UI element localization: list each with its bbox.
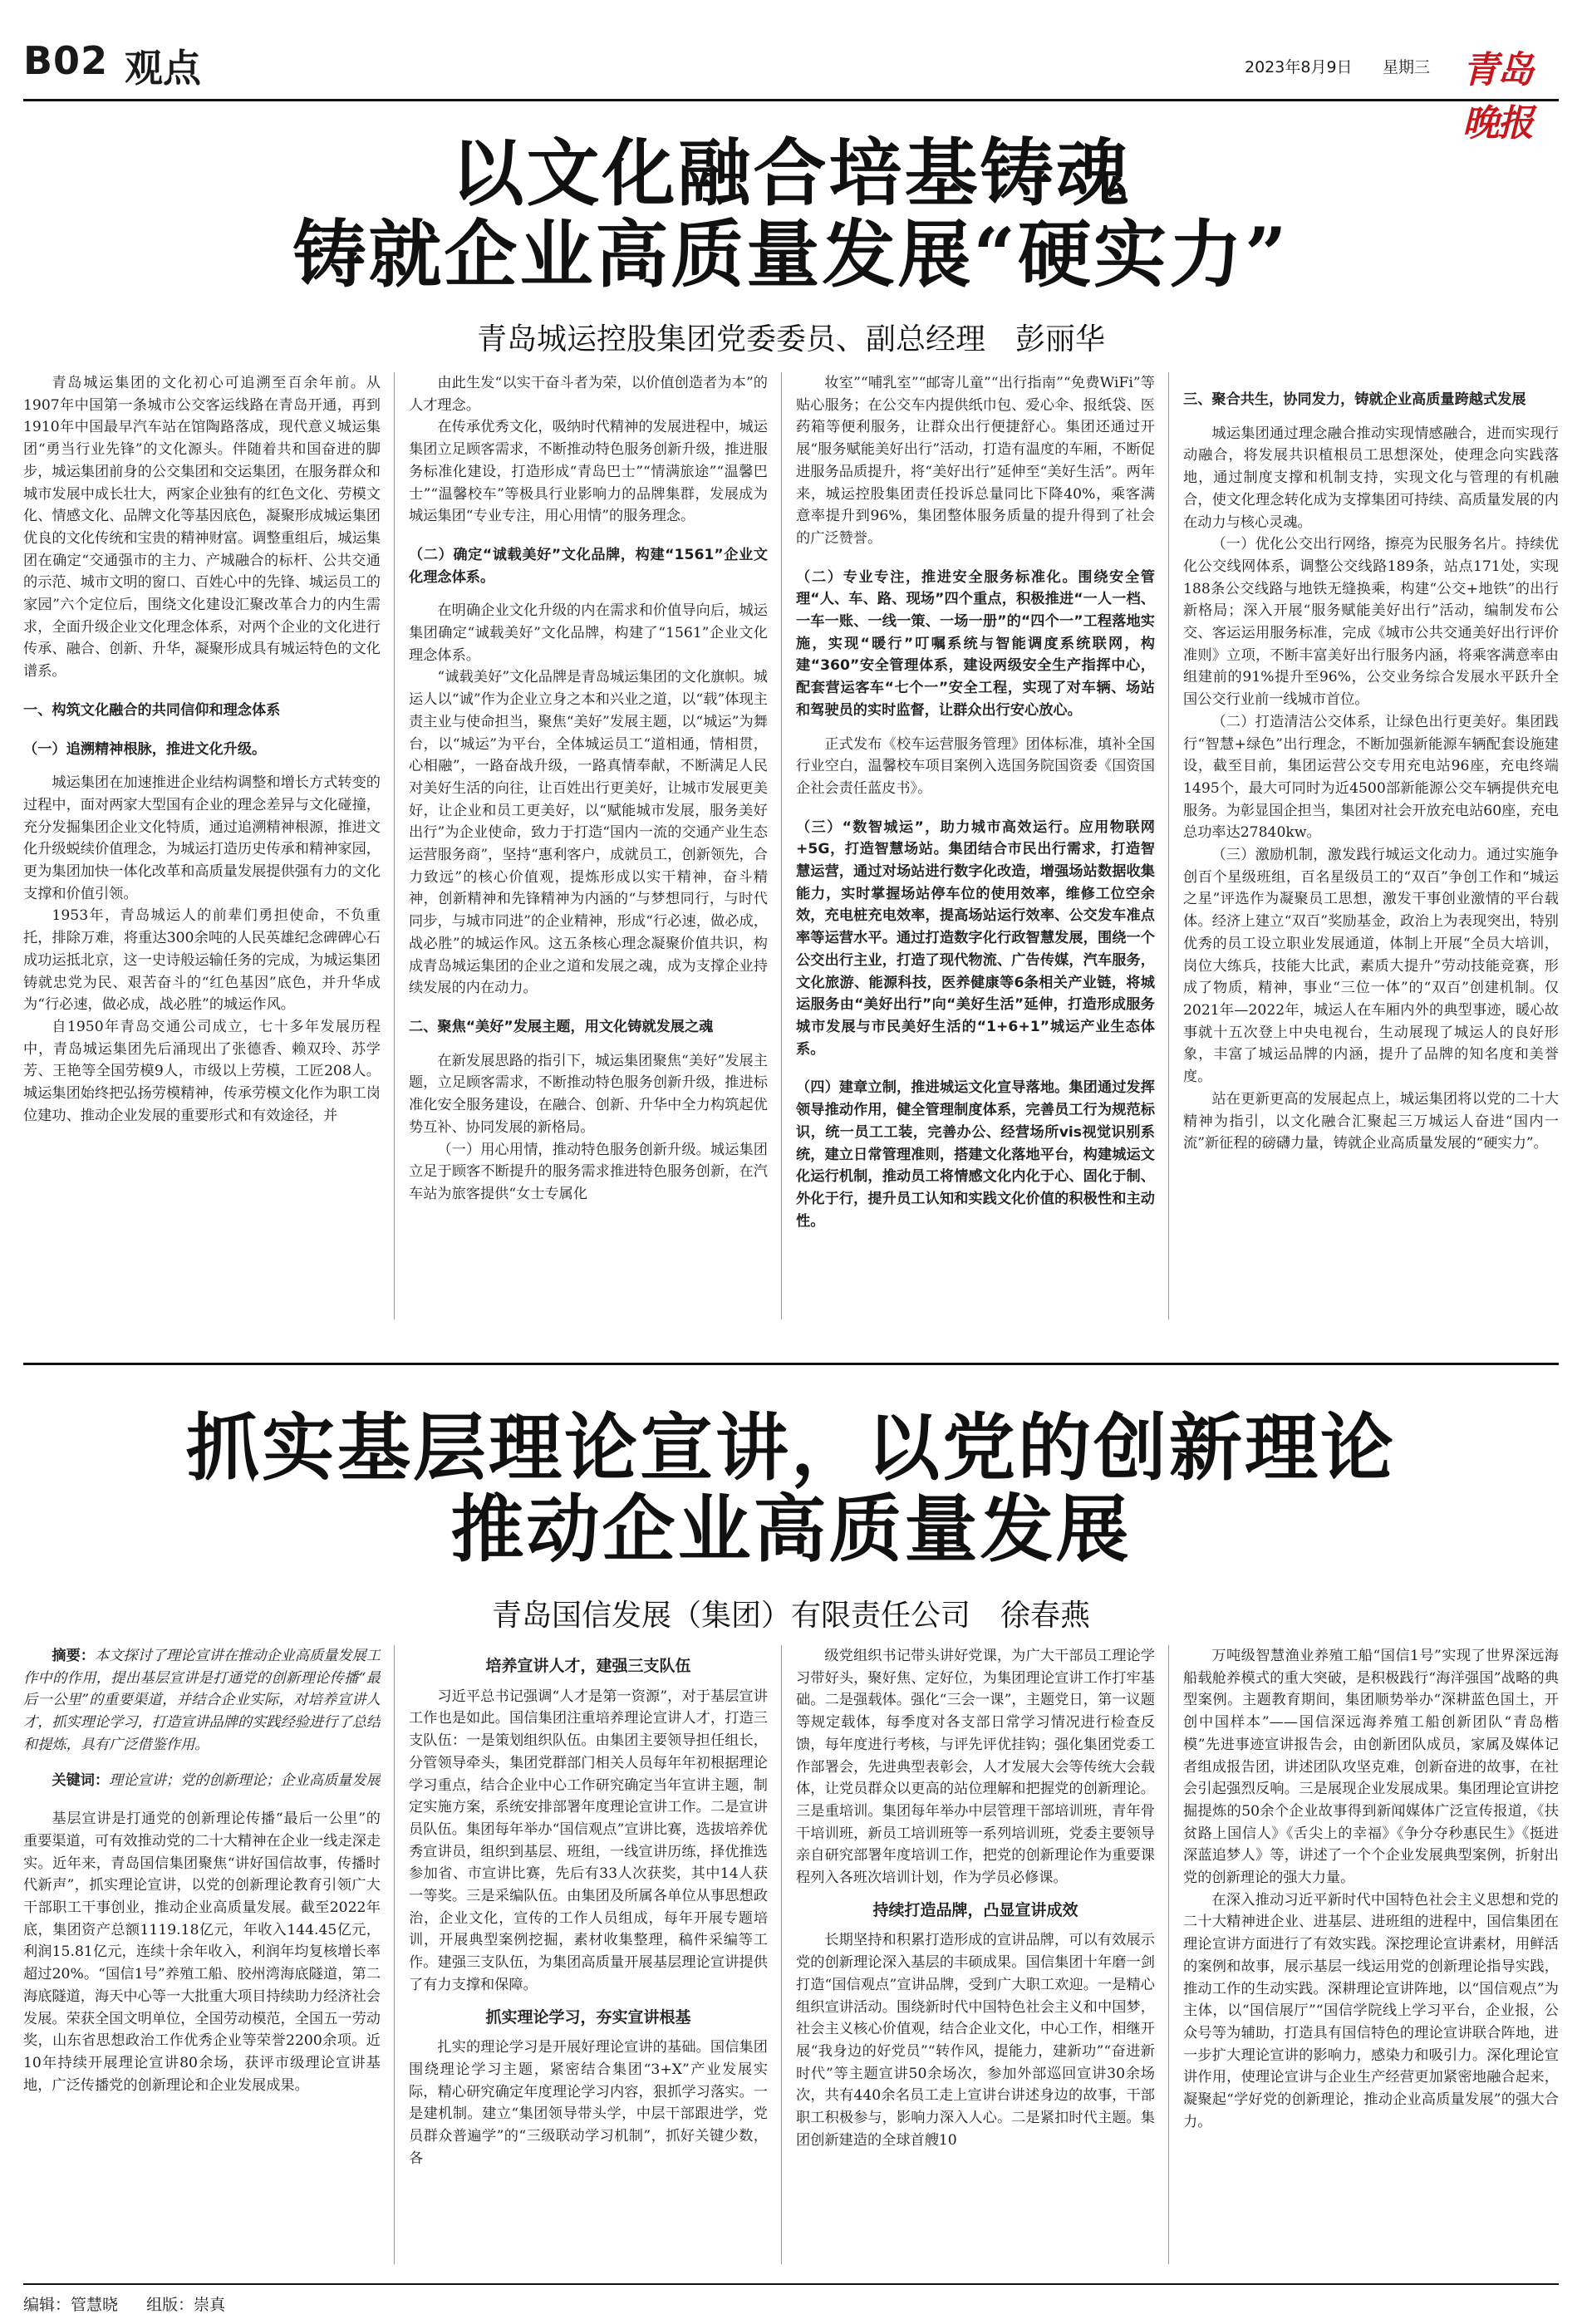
article1-column-3 (796, 372, 1155, 1328)
page-footer (23, 2283, 1559, 2315)
body-paragraph: 由此生发“以实干奋斗者为荣，以价值创造者为本”的人才理念。 (409, 375, 768, 414)
body-paragraph: 长期坚持和积累打造形成的宣讲品牌，可以有效展示党的创新理论深入基层的丰硕成果。国信集团十年磨一剑打造“国信观点”宣讲品牌，受到广大职工欢迎。一是精心组织宣讲活动。围绕新时代中国特色社会主义和中国梦，社会主义核心价值观，结合企业文化，中心工作，相继开展“我身边的好党员”“转作风，提能力，建新功”“奋进新时代”等主题宣讲50余场次，参加外部巡回宣讲30余场次，共有440余名员工走上宣讲台讲述身边的故事，干部职工积极参与，影响力深入人心。二是紧扣时代主题。集团创新建造的全球首艘10 (796, 1932, 1155, 2149)
column-divider (394, 372, 395, 1319)
body-paragraph: 正式发布《校车运营服务管理》团体标准，填补全国行业空白，温馨校车项目案例入选国务院国资委《国资国企社会责任蓝皮书》。 (796, 735, 1155, 797)
article2-column-2 (409, 1645, 768, 2272)
article2-column-4 (1183, 1645, 1559, 2272)
article2-title-line2: 推动企业高质量发展 (450, 1486, 1132, 1572)
subsection-heading: 持续打造品牌，凸显宣讲成效 (872, 1900, 1078, 1919)
column-divider (1168, 1645, 1169, 2264)
body-paragraph: 级党组织书记带头讲好党课，为广大干部员工理论学习带好头，聚好焦、定好位，为集团理论宣讲工作打牢基础。二是强载体。强化“三会一课”，主题党日，第一议题等规定载体，每季度对各支部日常学习情况进行检查反馈，每年度进行考核，与评先评优挂钩；强化集团党委工作部署会，先进典型表彰会，人才发展大会等传统大会载体，让党员群众以更高的站位理解和把握党的创新理论。三是重培训。集团每年举办中层管理干部培训班，青年骨干培训班，新员工培训班等一系列培训班，党委主要领导亲自研究部署年度培训工作，把党的创新理论作为重要课程列入各班次培训计划，作为学员必修课。 (796, 1648, 1155, 1887)
column-divider (781, 1645, 782, 2264)
body-paragraph: 城运集团通过理念融合推动实现情感融合，进而实现行动融合，将发展共识植根员工思想深处，使理念向实践落地，通过制度支撑和机制支持，实现文化与管理的有机融合，使文化理念转化成为支撑集团可持续、高质量发展的内在动力与核心灵魂。 (1183, 425, 1559, 531)
article2-column-1-body (23, 1808, 381, 2096)
page-number: B02 (23, 38, 109, 83)
body-paragraph: 基层宣讲是打通党的创新理论传播“最后一公里”的重要渠道，可有效推动党的二十大精神在企业一线走深走实。近年来，青岛国信集团聚焦“讲好国信故事，传播时代新声”，抓实理论宣讲，以党的创新理论教育引领广大干部职工干事创业，推动企业高质量发展。截至2022年底，集团资产总额1119.18亿元，年收入144.45亿元，利润15.81亿元，连续十余年收入，利润年均复核增长率超过20%。“国信1号”养殖工船、胶州湾海底隧道，第二海底隧道，海天中心等一大批重大项目持续助力经济社会发展。荣获全国文明单位，全国劳动模范，全国五一劳动奖，山东省思想政治工作优秀企业等荣誉2200余项。近10年持续开展理论宣讲80余场，获评市级理论宣讲基地，广泛传播党的创新理论和企业发展成果。 (23, 1811, 381, 2094)
body-paragraph: 在明确企业文化升级的内在需求和价值导向后，城运集团确定“诚载美好”文化品牌，构建了“1561”企业文化理念体系。 (409, 602, 768, 664)
body-paragraph: 妆室”“哺乳室”“邮寄儿童”“出行指南”“免费WiFi”等贴心服务；在公交车内提供纸巾包、爱心伞、报纸袋、医药箱等便利服务，让群众出行便捷舒心。集团还通过开展“服务赋能美好出行”活动，打造有温度的车厢，不断促进服务品质提升，将“美好出行”延伸至“美好生活”。两年来，城运控股集团责任投诉总量同比下降40%，乘客满意率提升到96%，集团整体服务质量的提升得到了社会的广泛赞誉。 (796, 375, 1155, 547)
newspaper-logo: 青岛晚报 (1462, 49, 1532, 145)
body-paragraph: （三）激励机制，激发践行城运文化动力。通过实施争创百个星级班组，百名星级员工的“双百”争创工作和“城运之星”评选作为凝聚员工思想，激发干事创业激情的平台载体。经济上建立“双百”奖励基金，政治上为表现突出，特别优秀的员工设立职业发展通道，体制上开展“全员大培训，岗位大练兵，技能大比武，素质大提升”劳动技能竞赛，形成了物质，精神，事业“三位一体”的“双百”创建机制。仅2021年—2022年，城运人在车厢内外的典型事迹，暖心故事就十五次登上中央电视台，生动展现了城运人的良好形象，丰富了城运品牌的内涵，提升了品牌的知名度和美誉度。 (1183, 847, 1559, 1086)
article2-keywords (23, 1770, 381, 1792)
article1-column-4 (1183, 372, 1559, 1328)
body-paragraph: （一）用心用情，推动特色服务创新升级。城运集团立足于顾客不断提升的服务需求推进特色服务创新，在汽车站为旅客提供“女士专属化 (409, 1141, 768, 1202)
body-paragraph: 万吨级智慧渔业养殖工船“国信1号”实现了世界深远海船载舱养模式的重大突破，是积极践行“海洋强国”战略的典型案例。主题教育期间，集团顺势举办“深耕蓝色国土，开创中国样本”——国信深远海养殖工船创新团队“青岛楷模”先进事迹宣讲报告会，由创新团队成员，家属及媒体记者组成报告团，讲述团队攻坚克难，创新奋进的故事，在社会引起强烈反响。三是展现企业发展成果。集团理论宣讲挖掘提炼的50余个企业故事得到新闻媒体广泛宣传报道，《扶贫路上国信人》《舌尖上的幸福》《争分夺秒惠民生》《挺进深蓝追梦人》等，讲述了一个个企业发展典型案例，折射出党的创新理论的强大力量。 (1183, 1648, 1559, 1887)
body-paragraph: 站在更新更高的发展起点上，城运集团将以党的二十大精神为指引，以文化融合汇聚起三万城运人奋进“国内一流”新征程的磅礴力量，铸就企业高质量发展的“硬实力”。 (1183, 1090, 1559, 1152)
editor-credit: 编辑：管慧晓 (23, 2296, 119, 2314)
section-heading: （四）建章立制，推进城运文化宣导落地。集团通过发挥领导推动作用，健全管理制度体系，完善员工行为规范标识，统一员工工装，完善办公、经营场所vis视觉识别系统，建立日常管理准则，搭建文化落地平台，构建城运文化运行机制，推动员工将情感文化内化于心、固化于制、外化于行，提升员工认知和实践文化价值的积极性和主动性。 (796, 1079, 1155, 1230)
designer-credit: 组版：崇真 (146, 2296, 226, 2314)
body-paragraph: 在新发展思路的指引下，城运集团聚焦“美好”发展主题，立足顾客需求，不断推动特色服务创新升级，推进标准化安全服务建设，在融合、创新、升华中全力构筑起优势互补、协同发展的新格局。 (409, 1052, 768, 1136)
keywords-text: 理论宣讲；党的创新理论；企业高质量发展 (109, 1771, 381, 1789)
subsection-heading: 培养宣讲人才，建强三支队伍 (485, 1657, 691, 1675)
section-heading: （二）专业专注，推进安全服务标准化。围绕安全管理“人、车、路、现场”四个重点，积极推进“一人一档、一车一账、一线一策、一场一册”的“四个一”工程落地实施，实现“暖行”叮嘱系统与智能调度系统联网，构建“360”安全管理体系，建设两级安全生产指挥中心，配套营运客车“七个一”安全工程，实现了对车辆、场站和驾驶员的实时监督，让群众出行安心放心。 (796, 568, 1155, 719)
article1-column-1 (23, 372, 381, 1328)
section-heading: 一、构筑文化融合的共同信仰和理念体系 (23, 701, 281, 719)
article1-title-line1: 以文化融合培基铸魂 (450, 130, 1132, 216)
column-divider (394, 1645, 395, 2264)
column-divider (781, 372, 782, 1319)
page-header (23, 32, 1559, 145)
section-heading: 三、聚合共生，协同发力，铸就企业高质量跨越式发展 (1183, 391, 1526, 408)
article2-column-3 (796, 1645, 1155, 2272)
section-heading: （一）追溯精神根脉，推进文化升级。 (23, 740, 267, 758)
body-paragraph: 在深入推动习近平新时代中国特色社会主义思想和党的二十大精神进企业、进基层、进班组的进程中，国信集团在理论宣讲方面进行了有效实践。深挖理论宣讲素材，用鲜活的案例和故事，展示基层一线运用党的创新理论指导实践，推动工作的生动实践。深耕理论宣讲阵地，以“国信观点”为主体，以“国信展厅”“国信学院线上学习平台，企业报，公众号等为辅助，打造具有国信特色的理论宣讲联合阵地，进一步扩大理论宣讲的影响力，感染力和吸引力。深化理论宣讲作用，使理论宣讲与企业生产经营更加紧密地融合起来，凝聚起“学好党的创新理论，推动企业高质量发展”的强大合力。 (1183, 1891, 1559, 2130)
section-name: 观点 (125, 46, 201, 91)
article1-title-line2: 铸就企业高质量发展“硬实力” (292, 211, 1290, 297)
body-paragraph: （一）优化公交出行网络，擦亮为民服务名片。持续优化公交线网体系，调整公交线路189条，站点171处，实现188条公交线路与地铁无缝换乘，构建“公交+地铁”的出行新格局；深入开展“服务赋能美好出行”活动，编制发布公交、客运运用服务标准，完成《城市公共交通美好出行评价准则》立项，不断丰富美好出行服务内涵，将乘客满意率由组建前的91%提升至96%，公交业务综合发展水平跃升全国公交行业前一线城市首位。 (1183, 536, 1559, 709)
article2-byline: 青岛国信发展（集团）有限责任公司 徐春燕 (491, 1599, 1090, 1633)
article2-abstract (23, 1645, 381, 1757)
section-heading: 二、聚焦“美好”发展主题，用文化铸就发展之魂 (409, 1018, 714, 1035)
body-paragraph: “诚载美好”文化品牌是青岛城运集团的文化旗帜。城运人以“诚”作为企业立身之本和兴业之道，以“载”体现主责主业与使命担当，聚焦“美好”发展主题，以“城运”为舞台，以“城运”为平台，全体城运员工“道相通，情相贯，心相融”，一路奋战升级，一路真情奉献，不断满足人民对美好生活的向往，让百姓出行更美好，让城市发展更美好，让企业和员工更美好，以“赋能城市发展，服务美好出行”为企业使命，致力于打造“国内一流的交通产业生态运营服务商”，坚持“惠利客户，成就员工，创新领先，合力致远”的核心价值观，提炼形成以实干精神，奋斗精神，创新精神和先锋精神为内涵的“与梦想同行，与时代同步，与城市同进”的企业精神，形成“行必速，做必成，战必胜”的城运作风。这五条核心理念凝聚价值共识，构成青岛城运集团的企业之道和发展之魂，成为支撑企业持续发展的内在动力。 (409, 669, 768, 997)
abstract-text: 本文探讨了理论宣讲在推动企业高质量发展工作中的作用，提出基层宣讲是打通党的创新理论传播“最后一公里”的重要渠道，并结合企业实际，对培养宣讲人才，抓实理论学习，打造宣讲品牌的实践经验进行了总结和提炼，具有广泛借鉴作用。 (23, 1648, 381, 1753)
article2-title-line1: 抓实基层理论宣讲，以党的创新理论 (185, 1404, 1396, 1491)
column-divider (1168, 372, 1169, 1319)
article-two (23, 1379, 1559, 2277)
subsection-heading: 抓实理论学习，夯实宣讲根基 (485, 2007, 691, 2027)
body-paragraph: （二）打造清洁公交体系，让绿色出行更美好。集团践行“智慧+绿色”出行理念，不断加强新能源车辆配套设施建设，截至目前，集团运营公交专用充电站96座，充电终端1495个，最大可同时为近4500部新能源公交车辆提供充电服务。为彰显国企担当，集团对社会开放充电站60座，充电总功率达27840kw。 (1183, 713, 1559, 842)
body-paragraph: 1953年，青岛城运人的前辈们勇担使命，不负重托，排除万难，将重达300余吨的人民英雄纪念碑碑心石成功运抵北京，这一史诗般运输任务的完成，为城运集团铸就忠党为民、艰苦奋斗的“红色基因”底色，并升华成为“行必速，做必成，战必胜”的城运作风。 (23, 907, 381, 1014)
body-paragraph: 城运集团在加速推进企业结构调整和增长方式转变的过程中，面对两家大型国有企业的理念差异与文化碰撞，充分发掘集团企业文化特质，通过追溯精神根源，推进文化升级蜕续价值理念，为城运打造历史传承和精神家园，更为集团加快一体化改革和高质量发展提供强有力的文化支撑和价值引领。 (23, 774, 381, 902)
body-paragraph: 青岛城运集团的文化初心可追溯至百余年前。从1907年中国第一条城市公交客运线路在青岛开通，再到1910年中国最早汽车站在馆陶路落成，现代意义城运集团“勇当行业先锋”的文化源头。伴随着共和国奋进的脚步，城运集团前身的公交集团和交运集团，在服务群众和城市发展中成长壮大，两家企业独有的红色文化、劳模文化、情感文化、品牌文化等基因底色，凝聚形成城运集团优良的文化传统和宝贵的精神财富。调整重组后，城运集团在确定“交通强市的主力、产城融合的标杆、公共交通的示范、城市文明的窗口、百姓心中的先锋、城运员工的家园”六个定位后，围绕文化建设汇聚改革合力的内生需求，全面升级企业文化理念体系，对两个企业的文化进行传承、融合、创新、升华，凝聚形成具有城运特色的文化谱系。 (23, 375, 381, 680)
body-paragraph: 扎实的理论学习是开展好理论宣讲的基础。国信集团围绕理论学习主题，紧密结合集团“3+X”产业发展实际，精心研究确定年度理论学习内容，狠抓学习落实。一是建机制。建立“集团领导带头学，中层干部跟进学，党员群众普遍学”的“三级联动学习机制”，抓好关键少数，各 (409, 2039, 768, 2167)
abstract-label: 摘要： (52, 1648, 95, 1664)
article1-column-2 (409, 372, 768, 1328)
keywords-label: 关键词： (52, 1771, 110, 1789)
issue-weekday: 星期三 (1383, 58, 1431, 76)
issue-date: 2023年8月9日 (1245, 58, 1353, 76)
section-heading: （三）“数智城运”，助力城市高效运行。应用物联网+5G，打造智慧场站。集团结合市民出行需求，打造智慧运营，通过对场站进行数字化改造，增强场站数据收集能力，实时掌握场站停车位的使用效率，维修工位空余效，充电桩充电效率，提高场站运行效率、公交发车准点率等运营水平。通过打造数字化行政智慧发展，围绕一个公交出行主业，打造了现代物流、广告传媒，汽车服务，文化旅游、能源科技，医养健康等6条相关产业链，将城运服务由“美好出行”向“美好生活”延伸，打造形成服务城市发展与市民美好生活的“1+6+1”城运产业生态体系。 (796, 818, 1155, 1058)
article1-byline: 青岛城运控股集团党委委员、副总经理 彭丽华 (476, 322, 1105, 356)
body-paragraph: 在传承优秀文化，吸纳时代精神的发展进程中，城运集团立足顾客需求，不断推动特色服务创新升级，推进服务标准化建设，打造形成“青岛巴士”“情满旅途”“温馨巴士”“温馨校车”等极具行业影响力的品牌集群，发展成为城运集团“专业专注，用心用情”的服务理念。 (409, 419, 768, 525)
body-paragraph: 习近平总书记强调“人才是第一资源”，对于基层宣讲工作也是如此。国信集团注重培养理论宣讲人才，打造三支队伍：一是策划组织队伍。由集团主要领导担任组长，分管领导牵头，集团党群部门相关人员每年年初根据理论学习重点，结合企业中心工作研究确定当年宣讲主题，制定实施方案，系统安排部署年度理论宣讲工作。二是宣讲员队伍。集团每年举办“国信观点”宣讲比赛，选拔培养优秀宣讲员，组织到基层、班组，一线宣讲历练，择优推选参加省、市宣讲比赛，先后有33人次获奖，其中14人获一等奖。三是采编队伍。由集团及所属各单位从事思想政治，企业文化，宣传的工作人员组成，每年开展专题培训，开展典型案例挖掘，素材收集整理，稿件采编等工作。建强三支队伍，为集团高质量开展基层理论宣讲提供了有力支撑和保障。 (409, 1688, 768, 1993)
section-heading: （二）确定“诚载美好”文化品牌，构建“1561”企业文化理念体系。 (409, 546, 768, 586)
article2-column-1 (23, 1645, 381, 2272)
body-paragraph: 自1950年青岛交通公司成立，七十多年发展历程中，青岛城运集团先后涌现出了张德香、赖双玲、苏学芳、王艳等全国劳模9人，市级以上劳模，工匠208人。城运集团始终把弘扬劳模精神，传承劳模文化作为职工岗位建功、推动企业发展的重要形式和有效途径，并 (23, 1018, 381, 1124)
article-separator (23, 1363, 1559, 1365)
article-one (23, 125, 1559, 1354)
